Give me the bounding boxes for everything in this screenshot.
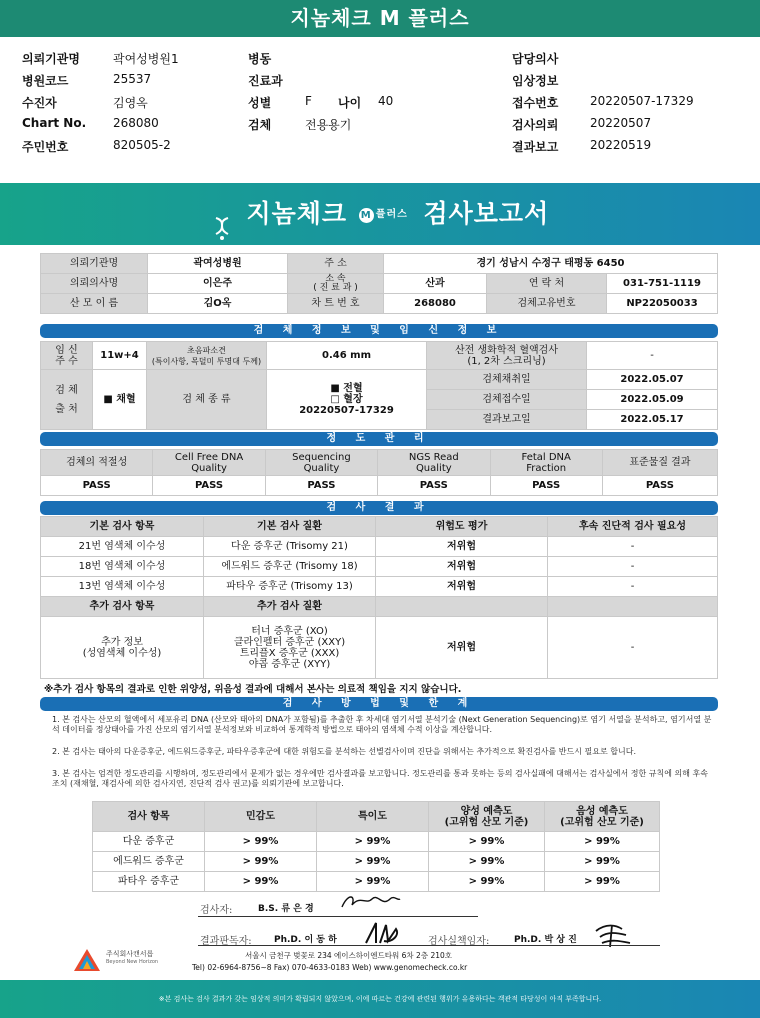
- table-row: [93, 852, 660, 872]
- result-item-sub: (성염색체 이수성): [82, 647, 162, 659]
- signature-line: [198, 916, 478, 917]
- perf-value: > 99%: [429, 852, 545, 872]
- qc-header: Fetal DNA Fraction: [490, 450, 602, 476]
- header-label: 의뢰기관명: [22, 52, 80, 66]
- qc-header: 표준물질 결과: [602, 450, 717, 476]
- banner-plus: 플러스: [375, 209, 408, 220]
- resp-signature: [592, 921, 634, 953]
- method-note: 1. 본 검사는 산모의 혈액에서 세포유리 DNA (산모와 태아의 DNA가 포함됨)를 추출한 후 차세대 염기서열 분석기술 (Next Generation Sequencing)로 염기 서열을 분석하고, 염기서열 분석 데이터를 정상태아를 가진 산모의 염기서열 분석정보와 비교하여 통계학적 방법으로 태아의 염색체 수적 이상을 계산합니다.: [52, 715, 712, 734]
- header-label: 결과보고: [512, 140, 559, 154]
- judge-name: Ph.D. 이 동 하: [274, 935, 337, 945]
- label-cell: 결과보고일: [427, 410, 587, 430]
- header-value: 20220507-17329: [590, 94, 694, 108]
- company-address: 서울시 금천구 벚꽃로 234 에이스하이엔드타워 6차 2층 210호: [245, 951, 453, 960]
- results-header: 기본 검사 항목: [41, 517, 204, 537]
- method-note: 3. 본 검사는 엄격한 정도관리를 시행하며, 정도관리에서 문제가 없는 경우에만 검사결과를 보고합니다. 정도관리를 통과 못하는 등의 검사실패에 대해서는 검사실에서 정한 규칙에 의해 후속조치 (재채혈, 재검사에 의한 검사지연, 진단적 검사 권고)를 의뢰기관에 보고합니다.: [52, 769, 708, 788]
- checkbox-plasma: □ 혈장: [330, 394, 363, 405]
- table-row: [41, 537, 718, 557]
- result-risk: 저위험: [376, 537, 548, 557]
- perf-value: > 99%: [545, 872, 660, 892]
- result-item: 21번 염색체 이수성: [41, 537, 204, 557]
- banner-brand: 지놈체크: [246, 199, 348, 228]
- results-header: 위험도 평가: [376, 517, 548, 537]
- header-label: 나이: [338, 96, 362, 110]
- qc-table: [40, 449, 718, 496]
- header-label: 성별: [248, 96, 272, 110]
- table-row: [41, 617, 718, 679]
- header-label: 임상정보: [512, 74, 559, 88]
- perf-header: 민감도: [205, 802, 317, 832]
- header-label: 병동: [248, 52, 272, 66]
- header-label: Chart No.: [22, 116, 87, 130]
- label-cell: 출 처: [55, 403, 78, 415]
- perf-value: > 99%: [545, 852, 660, 872]
- results-header: 후속 진단적 검사 필요성: [548, 517, 718, 537]
- label-cell: 검 체: [55, 384, 78, 396]
- qc-value: PASS: [153, 476, 265, 496]
- header-value: 20220519: [590, 138, 652, 152]
- value-cell: NP22050033: [607, 294, 718, 314]
- header-label: 검사의뢰: [512, 118, 559, 132]
- company-logo-icon: [72, 947, 102, 977]
- company-name: 주식회사캔서롭: [106, 950, 154, 958]
- perf-header: 음성 예측도 (고위험 산모 기준): [545, 802, 660, 832]
- value-cell: 김O옥: [148, 294, 288, 314]
- m-badge-icon: M: [359, 208, 374, 223]
- label-cell: 검 체 종 류: [147, 370, 267, 430]
- checkbox-whole-blood: ■ 전혈: [330, 383, 363, 394]
- perf-header: 특이도: [317, 802, 429, 832]
- qc-header: Cell Free DNA Quality: [153, 450, 265, 476]
- label-cell: 초음파소견: [187, 345, 226, 355]
- label-cell: 의뢰의사명: [41, 274, 148, 294]
- perf-header: 양성 예측도 (고위험 산모 기준): [429, 802, 545, 832]
- header-label: 병원코드: [22, 74, 69, 88]
- label-cell-sub: ( 진 료 과 ): [313, 282, 358, 293]
- perf-header: 검사 항목: [93, 802, 205, 832]
- result-disease: 트리플X 증후군 (XXX): [239, 647, 340, 659]
- label-cell: 검체고유번호: [487, 294, 607, 314]
- tester-signature: [338, 891, 402, 917]
- value-cell: 11w+4: [93, 342, 147, 370]
- label-cell: 검체채취일: [427, 370, 587, 390]
- result-risk: 저위험: [376, 557, 548, 577]
- header-label: 주민번호: [22, 140, 69, 154]
- qc-value: PASS: [490, 476, 602, 496]
- result-item: 13번 염색체 이수성: [41, 577, 204, 597]
- result-disease: 터너 증후군 (XO): [251, 625, 328, 637]
- value-cell: -: [587, 342, 718, 370]
- perf-item: 파타우 증후군: [93, 872, 205, 892]
- label-cell: 주 수: [55, 355, 78, 367]
- judge-signature: [362, 919, 404, 951]
- table-row: [41, 557, 718, 577]
- perf-value: > 99%: [205, 872, 317, 892]
- value-cell: 산과: [384, 274, 487, 294]
- result-risk: 저위험: [376, 617, 548, 679]
- header-value: 820505-2: [113, 138, 171, 152]
- value-cell: 2022.05.17: [587, 410, 718, 430]
- perf-value: > 99%: [317, 872, 429, 892]
- judge-label: 결과판독자:: [200, 936, 252, 947]
- header-label: 담당의사: [512, 52, 559, 66]
- label-cell: 의뢰기관명: [41, 254, 148, 274]
- report-document: [0, 183, 760, 1018]
- header-label: 접수번호: [512, 96, 559, 110]
- footer-notice: ※본 검사는 검사 결과가 갖는 임상적 의미가 확립되지 않았으며, 이에 따르는 건강에 관련된 행위가 유용하다는 객관적 타당성이 아직 부족합니다.: [0, 980, 760, 1018]
- perf-value: > 99%: [429, 872, 545, 892]
- qc-header: Sequencing Quality: [265, 450, 377, 476]
- label-cell: 산 모 이 름: [41, 294, 148, 314]
- label-cell: 소 속: [325, 273, 346, 284]
- value-cell: 031-751-1119: [607, 274, 718, 294]
- label-cell: 산전 생화학적 혈액검사: [455, 344, 558, 356]
- header-value: 전용용기: [305, 118, 352, 132]
- dna-logo-icon: [211, 202, 233, 228]
- result-risk: 저위험: [376, 577, 548, 597]
- label-cell: 임 신: [55, 344, 78, 356]
- result-need: -: [548, 557, 718, 577]
- result-need: -: [548, 537, 718, 557]
- header-label: 검체: [248, 118, 272, 132]
- header-value: 곽여성병원1: [113, 52, 179, 66]
- value-cell: 2022.05.09: [587, 390, 718, 410]
- request-info-table: [40, 253, 718, 314]
- label-cell-sub: (특이사항, 목덜미 투명대 두께): [151, 356, 262, 366]
- app-title: 지놈체크 M 플러스: [0, 0, 760, 37]
- resp-name: Ph.D. 박 상 진: [514, 935, 577, 945]
- value-cell: 이은주: [148, 274, 288, 294]
- value-cell: 0.46 mm: [267, 342, 427, 370]
- performance-table: [92, 801, 660, 892]
- method-note: 2. 본 검사는 태아의 다운증후군, 에드워드증후군, 파타우증후군에 대한 위험도를 분석하는 선별검사이며 진단을 위해서는 추가적으로 확진검사를 반드시 필요로 합니다.: [52, 747, 636, 756]
- result-disease: 파타우 증후군 (Trisomy 13): [204, 577, 376, 597]
- section-header: 검 체 정 보 및 임 신 정 보: [40, 324, 718, 338]
- result-need: -: [548, 617, 718, 679]
- value-cell: 268080: [384, 294, 487, 314]
- section-header: 검 사 방 법 및 한 계: [40, 697, 718, 711]
- result-disease: 클라인펠터 증후군 (XXY): [233, 636, 346, 648]
- table-row: [93, 832, 660, 852]
- specimen-info-table: [40, 341, 718, 430]
- label-cell-sub: (1, 2차 스크리닝): [467, 355, 546, 367]
- value-cell: ■ 채혈: [93, 370, 147, 430]
- label-cell: 연 락 처: [487, 274, 607, 294]
- perf-value: > 99%: [545, 832, 660, 852]
- table-row: [93, 872, 660, 892]
- age-value: 40: [378, 94, 394, 108]
- label-cell: 차 트 번 호: [288, 294, 384, 314]
- perf-value: > 99%: [317, 852, 429, 872]
- result-disease: 야콥 증후군 (XYY): [248, 658, 331, 670]
- result-disease: 에드워드 증후군 (Trisomy 18): [204, 557, 376, 577]
- banner-title: 검사보고서: [423, 199, 550, 228]
- results-table: [40, 516, 718, 679]
- header-value: 20220507: [590, 116, 652, 130]
- section-header: 검 사 결 과: [40, 501, 718, 515]
- tester-label: 검사자:: [200, 905, 233, 916]
- section-header: 정 도 관 리: [40, 432, 718, 446]
- header-value: 25537: [113, 72, 152, 86]
- qc-header: 검체의 적절성: [41, 450, 153, 476]
- header-value: 268080: [113, 116, 159, 130]
- header-label: 수진자: [22, 96, 57, 110]
- results-header: 기본 검사 질환: [204, 517, 376, 537]
- value-cell: 2022.05.07: [587, 370, 718, 390]
- report-banner: [0, 183, 760, 245]
- qc-value: PASS: [602, 476, 717, 496]
- result-need: -: [548, 577, 718, 597]
- label-cell: 주 소: [288, 254, 384, 274]
- results-header: 추가 검사 질환: [204, 597, 376, 617]
- qc-value: PASS: [378, 476, 490, 496]
- signature-line: [198, 945, 660, 946]
- perf-value: > 99%: [205, 852, 317, 872]
- result-disease: 다운 증후군 (Trisomy 21): [204, 537, 376, 557]
- qc-value: PASS: [41, 476, 153, 496]
- perf-value: > 99%: [429, 832, 545, 852]
- table-row: [41, 577, 718, 597]
- perf-item: 다운 증후군: [93, 832, 205, 852]
- label-cell: 검체접수일: [427, 390, 587, 410]
- resp-label: 검사실책임자:: [428, 936, 490, 947]
- header-label: 진료과: [248, 74, 283, 88]
- perf-item: 에드워드 증후군: [93, 852, 205, 872]
- value-cell: 곽여성병원: [148, 254, 288, 274]
- results-header: 추가 검사 항목: [41, 597, 204, 617]
- result-item: 추가 정보: [101, 636, 143, 648]
- company-tagline: Beyond New Horizon: [106, 959, 159, 965]
- tester-name: B.S. 류 은 경: [258, 904, 314, 914]
- perf-value: > 99%: [317, 832, 429, 852]
- sex-value: F: [305, 94, 312, 108]
- header-value: 김영옥: [113, 96, 148, 110]
- company-contact: Tel) 02-6964-8756~8 Fax) 070-4633-0183 Web) www.genomecheck.co.kr: [192, 963, 468, 972]
- disclaimer-text: ※추가 검사 항목의 결과로 인한 위양성, 위음성 결과에 대해서 본사는 의료적 책임을 지지 않습니다.: [44, 684, 462, 695]
- qc-value: PASS: [265, 476, 377, 496]
- result-item: 18번 염색체 이수성: [41, 557, 204, 577]
- perf-value: > 99%: [205, 832, 317, 852]
- qc-header: NGS Read Quality: [378, 450, 490, 476]
- value-cell: 20220507-17329: [299, 405, 394, 416]
- value-cell: 경기 성남시 수정구 태평동 6450: [384, 254, 718, 274]
